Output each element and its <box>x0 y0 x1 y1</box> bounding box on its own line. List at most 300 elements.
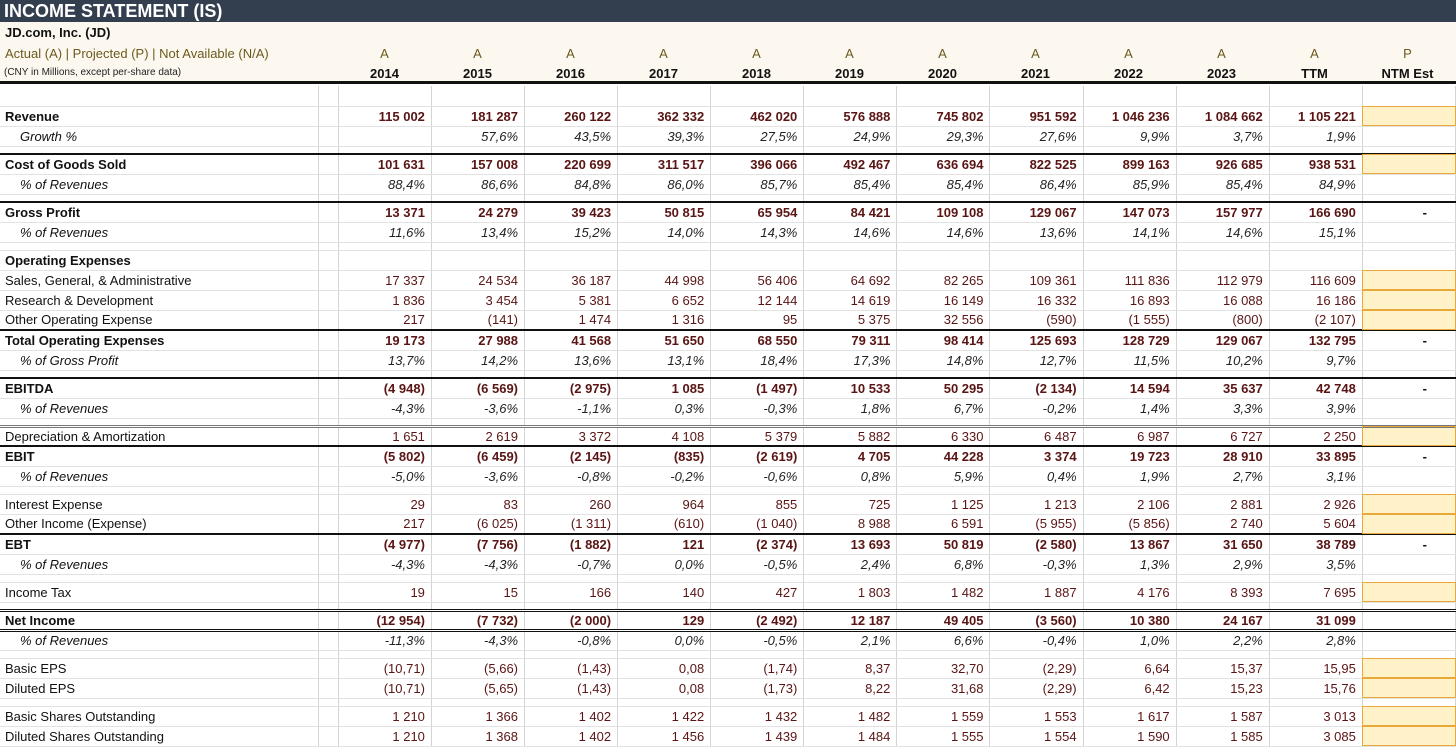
value-cell[interactable]: 6 987 <box>1083 426 1176 446</box>
value-cell[interactable]: 13 693 <box>804 534 897 554</box>
value-cell[interactable]: (835) <box>618 446 711 466</box>
row-label[interactable]: Net Income <box>0 610 318 630</box>
row-label[interactable] <box>0 486 318 494</box>
value-cell[interactable] <box>1176 250 1269 270</box>
ntm-cell[interactable]: - <box>1362 202 1455 222</box>
value-cell[interactable] <box>1176 698 1269 706</box>
value-cell[interactable]: 1 590 <box>1083 726 1176 746</box>
value-cell[interactable]: 1,3% <box>1083 554 1176 574</box>
value-cell[interactable]: (2 492) <box>711 610 804 630</box>
value-cell[interactable]: (141) <box>431 310 524 330</box>
value-cell[interactable] <box>1083 418 1176 426</box>
value-cell[interactable]: -4,3% <box>431 554 524 574</box>
value-cell[interactable] <box>431 486 524 494</box>
value-cell[interactable] <box>897 86 990 106</box>
value-cell[interactable]: 32,70 <box>897 658 990 678</box>
value-cell[interactable]: 10 533 <box>804 378 897 398</box>
row-label[interactable]: % of Revenues <box>0 630 318 650</box>
value-cell[interactable] <box>990 86 1083 106</box>
value-cell[interactable]: 8 988 <box>804 514 897 534</box>
value-cell[interactable] <box>338 126 431 146</box>
value-cell[interactable]: 111 836 <box>1083 270 1176 290</box>
value-cell[interactable]: 86,4% <box>990 174 1083 194</box>
value-cell[interactable] <box>1083 698 1176 706</box>
row-label[interactable]: Diluted Shares Outstanding <box>0 726 318 746</box>
row-label[interactable]: % of Revenues <box>0 222 318 242</box>
value-cell[interactable] <box>525 86 618 106</box>
value-cell[interactable] <box>804 698 897 706</box>
value-cell[interactable]: (2,29) <box>990 678 1083 698</box>
value-cell[interactable] <box>431 602 524 610</box>
value-cell[interactable]: 0,08 <box>618 678 711 698</box>
value-cell[interactable] <box>804 602 897 610</box>
value-cell[interactable]: 6,64 <box>1083 658 1176 678</box>
value-cell[interactable]: 938 531 <box>1269 154 1362 174</box>
row-label[interactable] <box>0 194 318 202</box>
value-cell[interactable]: 1 484 <box>804 726 897 746</box>
value-cell[interactable]: -0,5% <box>711 630 804 650</box>
value-cell[interactable]: 12 144 <box>711 290 804 310</box>
ntm-cell[interactable] <box>1362 250 1455 270</box>
row-label[interactable] <box>0 86 318 106</box>
value-cell[interactable]: 125 693 <box>990 330 1083 350</box>
value-cell[interactable]: (10,71) <box>338 658 431 678</box>
row-label[interactable]: Growth % <box>0 126 318 146</box>
value-cell[interactable]: 28 910 <box>1176 446 1269 466</box>
value-cell[interactable]: 3,3% <box>1176 398 1269 418</box>
value-cell[interactable] <box>618 370 711 378</box>
value-cell[interactable]: 95 <box>711 310 804 330</box>
value-cell[interactable]: 39,3% <box>618 126 711 146</box>
value-cell[interactable] <box>804 486 897 494</box>
value-cell[interactable]: 57,6% <box>431 126 524 146</box>
value-cell[interactable] <box>618 698 711 706</box>
value-cell[interactable]: 12,7% <box>990 350 1083 370</box>
value-cell[interactable]: 11,5% <box>1083 350 1176 370</box>
ntm-input-cell[interactable] <box>1362 514 1455 534</box>
value-cell[interactable]: 33 895 <box>1269 446 1362 466</box>
value-cell[interactable]: 24 534 <box>431 270 524 290</box>
ntm-cell[interactable] <box>1362 602 1455 610</box>
value-cell[interactable]: 101 631 <box>338 154 431 174</box>
ntm-cell[interactable] <box>1362 146 1455 154</box>
value-cell[interactable]: 84 421 <box>804 202 897 222</box>
value-cell[interactable]: -4,3% <box>338 554 431 574</box>
value-cell[interactable]: 29,3% <box>897 126 990 146</box>
value-cell[interactable]: (2 580) <box>990 534 1083 554</box>
value-cell[interactable]: 2 740 <box>1176 514 1269 534</box>
ntm-cell[interactable] <box>1362 222 1455 242</box>
value-cell[interactable]: 6 727 <box>1176 426 1269 446</box>
value-cell[interactable]: 10,2% <box>1176 350 1269 370</box>
value-cell[interactable]: 5,9% <box>897 466 990 486</box>
value-cell[interactable]: (2 975) <box>525 378 618 398</box>
value-cell[interactable] <box>1269 86 1362 106</box>
value-cell[interactable]: 15,76 <box>1269 678 1362 698</box>
value-cell[interactable]: (1 311) <box>525 514 618 534</box>
value-cell[interactable]: 2,7% <box>1176 466 1269 486</box>
value-cell[interactable]: 82 265 <box>897 270 990 290</box>
value-cell[interactable]: -0,8% <box>525 630 618 650</box>
value-cell[interactable]: (610) <box>618 514 711 534</box>
value-cell[interactable] <box>711 146 804 154</box>
value-cell[interactable]: 14,8% <box>897 350 990 370</box>
value-cell[interactable]: 32 556 <box>897 310 990 330</box>
value-cell[interactable] <box>804 574 897 582</box>
value-cell[interactable] <box>431 250 524 270</box>
value-cell[interactable]: -0,6% <box>711 466 804 486</box>
value-cell[interactable] <box>897 370 990 378</box>
value-cell[interactable] <box>1269 574 1362 582</box>
value-cell[interactable] <box>525 486 618 494</box>
value-cell[interactable]: 1 366 <box>431 706 524 726</box>
value-cell[interactable]: 427 <box>711 582 804 602</box>
value-cell[interactable]: 2 619 <box>431 426 524 446</box>
value-cell[interactable] <box>990 602 1083 610</box>
value-cell[interactable]: (10,71) <box>338 678 431 698</box>
value-cell[interactable] <box>1176 602 1269 610</box>
value-cell[interactable]: 166 <box>525 582 618 602</box>
value-cell[interactable]: 4 176 <box>1083 582 1176 602</box>
value-cell[interactable]: 13,6% <box>525 350 618 370</box>
value-cell[interactable]: 3 085 <box>1269 726 1362 746</box>
value-cell[interactable] <box>1176 418 1269 426</box>
value-cell[interactable] <box>990 242 1083 250</box>
row-label[interactable] <box>0 574 318 582</box>
value-cell[interactable]: 2,2% <box>1176 630 1269 650</box>
row-label[interactable]: Research & Development <box>0 290 318 310</box>
value-cell[interactable] <box>525 250 618 270</box>
value-cell[interactable]: 39 423 <box>525 202 618 222</box>
value-cell[interactable]: 13,7% <box>338 350 431 370</box>
value-cell[interactable]: 14,6% <box>1176 222 1269 242</box>
value-cell[interactable]: 6 591 <box>897 514 990 534</box>
value-cell[interactable] <box>525 242 618 250</box>
value-cell[interactable]: 109 361 <box>990 270 1083 290</box>
value-cell[interactable]: 85,9% <box>1083 174 1176 194</box>
value-cell[interactable]: 462 020 <box>711 106 804 126</box>
value-cell[interactable]: 85,7% <box>711 174 804 194</box>
ntm-input-cell[interactable] <box>1362 494 1455 514</box>
value-cell[interactable]: 147 073 <box>1083 202 1176 222</box>
value-cell[interactable]: (4 948) <box>338 378 431 398</box>
value-cell[interactable]: 6,6% <box>897 630 990 650</box>
value-cell[interactable] <box>897 418 990 426</box>
value-cell[interactable]: 1 836 <box>338 290 431 310</box>
value-cell[interactable]: 8,22 <box>804 678 897 698</box>
value-cell[interactable]: -0,7% <box>525 554 618 574</box>
value-cell[interactable] <box>1269 418 1362 426</box>
value-cell[interactable]: 1,9% <box>1083 466 1176 486</box>
value-cell[interactable]: 51 650 <box>618 330 711 350</box>
ntm-input-cell[interactable] <box>1362 310 1455 330</box>
value-cell[interactable] <box>897 242 990 250</box>
value-cell[interactable]: -0,2% <box>990 398 1083 418</box>
value-cell[interactable]: (5 955) <box>990 514 1083 534</box>
value-cell[interactable]: 9,9% <box>1083 126 1176 146</box>
value-cell[interactable]: 14,1% <box>1083 222 1176 242</box>
ntm-input-cell[interactable] <box>1362 582 1455 602</box>
ntm-cell[interactable] <box>1362 698 1455 706</box>
value-cell[interactable]: 3,9% <box>1269 398 1362 418</box>
value-cell[interactable]: 217 <box>338 310 431 330</box>
value-cell[interactable] <box>990 370 1083 378</box>
ntm-cell[interactable]: - <box>1362 446 1455 466</box>
value-cell[interactable] <box>431 86 524 106</box>
value-cell[interactable] <box>338 194 431 202</box>
value-cell[interactable]: (590) <box>990 310 1083 330</box>
value-cell[interactable]: -11,3% <box>338 630 431 650</box>
value-cell[interactable] <box>431 242 524 250</box>
value-cell[interactable] <box>804 194 897 202</box>
value-cell[interactable]: -3,6% <box>431 398 524 418</box>
value-cell[interactable]: 1 213 <box>990 494 1083 514</box>
value-cell[interactable] <box>711 574 804 582</box>
value-cell[interactable]: 68 550 <box>711 330 804 350</box>
value-cell[interactable]: 79 311 <box>804 330 897 350</box>
value-cell[interactable]: 64 692 <box>804 270 897 290</box>
value-cell[interactable]: 2,9% <box>1176 554 1269 574</box>
value-cell[interactable]: 260 <box>525 494 618 514</box>
value-cell[interactable]: 85,4% <box>1176 174 1269 194</box>
value-cell[interactable]: (2,29) <box>990 658 1083 678</box>
value-cell[interactable]: 2,4% <box>804 554 897 574</box>
value-cell[interactable] <box>990 574 1083 582</box>
value-cell[interactable]: 1,9% <box>1269 126 1362 146</box>
value-cell[interactable]: 85,4% <box>897 174 990 194</box>
ntm-input-cell[interactable] <box>1362 658 1455 678</box>
value-cell[interactable]: (2 374) <box>711 534 804 554</box>
ntm-cell[interactable] <box>1362 126 1455 146</box>
value-cell[interactable] <box>804 250 897 270</box>
value-cell[interactable]: 112 979 <box>1176 270 1269 290</box>
value-cell[interactable]: (1 497) <box>711 378 804 398</box>
value-cell[interactable]: 3 374 <box>990 446 1083 466</box>
ntm-input-cell[interactable] <box>1362 678 1455 698</box>
value-cell[interactable]: 1 210 <box>338 726 431 746</box>
ntm-input-cell[interactable] <box>1362 106 1455 126</box>
value-cell[interactable]: 636 694 <box>897 154 990 174</box>
value-cell[interactable]: 129 <box>618 610 711 630</box>
value-cell[interactable] <box>990 650 1083 658</box>
value-cell[interactable]: 43,5% <box>525 126 618 146</box>
value-cell[interactable]: 14 619 <box>804 290 897 310</box>
value-cell[interactable] <box>1083 650 1176 658</box>
value-cell[interactable]: 3 013 <box>1269 706 1362 726</box>
value-cell[interactable] <box>618 602 711 610</box>
value-cell[interactable] <box>1176 86 1269 106</box>
value-cell[interactable]: 1 554 <box>990 726 1083 746</box>
value-cell[interactable]: -1,1% <box>525 398 618 418</box>
value-cell[interactable]: 1 046 236 <box>1083 106 1176 126</box>
value-cell[interactable] <box>431 418 524 426</box>
value-cell[interactable]: 17,3% <box>804 350 897 370</box>
value-cell[interactable]: 17 337 <box>338 270 431 290</box>
value-cell[interactable] <box>1176 146 1269 154</box>
value-cell[interactable]: 1 617 <box>1083 706 1176 726</box>
value-cell[interactable] <box>431 574 524 582</box>
value-cell[interactable]: 44 228 <box>897 446 990 466</box>
value-cell[interactable]: 0,08 <box>618 658 711 678</box>
ntm-cell[interactable]: - <box>1362 330 1455 350</box>
value-cell[interactable]: 86,0% <box>618 174 711 194</box>
value-cell[interactable]: 13,4% <box>431 222 524 242</box>
value-cell[interactable]: 1 555 <box>897 726 990 746</box>
ntm-cell[interactable] <box>1362 486 1455 494</box>
value-cell[interactable]: 56 406 <box>711 270 804 290</box>
ntm-cell[interactable] <box>1362 630 1455 650</box>
value-cell[interactable]: 14,6% <box>897 222 990 242</box>
value-cell[interactable] <box>804 418 897 426</box>
value-cell[interactable] <box>804 86 897 106</box>
ntm-cell[interactable] <box>1362 194 1455 202</box>
value-cell[interactable]: 6,8% <box>897 554 990 574</box>
value-cell[interactable] <box>1269 370 1362 378</box>
row-label[interactable] <box>0 602 318 610</box>
value-cell[interactable] <box>804 370 897 378</box>
value-cell[interactable] <box>990 698 1083 706</box>
value-cell[interactable] <box>338 250 431 270</box>
value-cell[interactable]: 926 685 <box>1176 154 1269 174</box>
row-label[interactable]: % of Revenues <box>0 174 318 194</box>
ntm-cell[interactable] <box>1362 574 1455 582</box>
row-label[interactable]: Diluted EPS <box>0 678 318 698</box>
row-label[interactable] <box>0 146 318 154</box>
value-cell[interactable] <box>525 370 618 378</box>
ntm-input-cell[interactable] <box>1362 426 1455 446</box>
value-cell[interactable]: 19 <box>338 582 431 602</box>
value-cell[interactable]: 36 187 <box>525 270 618 290</box>
row-label[interactable] <box>0 370 318 378</box>
value-cell[interactable] <box>338 418 431 426</box>
value-cell[interactable]: 3,7% <box>1176 126 1269 146</box>
value-cell[interactable]: (2 619) <box>711 446 804 466</box>
value-cell[interactable] <box>1083 242 1176 250</box>
value-cell[interactable] <box>897 574 990 582</box>
value-cell[interactable]: 396 066 <box>711 154 804 174</box>
row-label[interactable]: Depreciation & Amortization <box>0 426 318 446</box>
value-cell[interactable]: 0,0% <box>618 554 711 574</box>
value-cell[interactable]: (1,43) <box>525 678 618 698</box>
value-cell[interactable] <box>1083 486 1176 494</box>
row-label[interactable]: % of Revenues <box>0 466 318 486</box>
value-cell[interactable] <box>618 486 711 494</box>
value-cell[interactable]: 3,1% <box>1269 466 1362 486</box>
value-cell[interactable] <box>338 650 431 658</box>
ntm-cell[interactable]: - <box>1362 534 1455 554</box>
value-cell[interactable]: (800) <box>1176 310 1269 330</box>
value-cell[interactable]: 6,42 <box>1083 678 1176 698</box>
value-cell[interactable] <box>711 250 804 270</box>
value-cell[interactable]: 35 637 <box>1176 378 1269 398</box>
value-cell[interactable] <box>618 650 711 658</box>
value-cell[interactable] <box>525 418 618 426</box>
value-cell[interactable]: 44 998 <box>618 270 711 290</box>
row-label[interactable]: Gross Profit <box>0 202 318 222</box>
value-cell[interactable]: 50 819 <box>897 534 990 554</box>
value-cell[interactable]: (6 025) <box>431 514 524 534</box>
value-cell[interactable]: 15,37 <box>1176 658 1269 678</box>
value-cell[interactable] <box>618 242 711 250</box>
value-cell[interactable]: -5,0% <box>338 466 431 486</box>
value-cell[interactable]: 31,68 <box>897 678 990 698</box>
value-cell[interactable]: 1 125 <box>897 494 990 514</box>
ntm-input-cell[interactable] <box>1362 726 1455 746</box>
value-cell[interactable] <box>1083 250 1176 270</box>
ntm-cell[interactable] <box>1362 370 1455 378</box>
value-cell[interactable]: 0,3% <box>618 398 711 418</box>
value-cell[interactable]: 2 250 <box>1269 426 1362 446</box>
value-cell[interactable]: (1 040) <box>711 514 804 534</box>
value-cell[interactable]: (7 756) <box>431 534 524 554</box>
value-cell[interactable] <box>897 486 990 494</box>
value-cell[interactable]: 14,6% <box>804 222 897 242</box>
value-cell[interactable] <box>431 698 524 706</box>
value-cell[interactable]: 362 332 <box>618 106 711 126</box>
value-cell[interactable]: 576 888 <box>804 106 897 126</box>
value-cell[interactable] <box>897 250 990 270</box>
value-cell[interactable] <box>1176 194 1269 202</box>
value-cell[interactable]: 18,4% <box>711 350 804 370</box>
value-cell[interactable]: (12 954) <box>338 610 431 630</box>
value-cell[interactable] <box>431 650 524 658</box>
value-cell[interactable] <box>431 146 524 154</box>
row-label[interactable]: Other Income (Expense) <box>0 514 318 534</box>
value-cell[interactable]: 15,23 <box>1176 678 1269 698</box>
value-cell[interactable]: 31 650 <box>1176 534 1269 554</box>
row-label[interactable]: Basic EPS <box>0 658 318 678</box>
value-cell[interactable]: 24 279 <box>431 202 524 222</box>
value-cell[interactable] <box>1269 650 1362 658</box>
value-cell[interactable] <box>990 146 1083 154</box>
row-label[interactable]: Operating Expenses <box>0 250 318 270</box>
value-cell[interactable]: 41 568 <box>525 330 618 350</box>
value-cell[interactable]: 1,0% <box>1083 630 1176 650</box>
row-label[interactable] <box>0 650 318 658</box>
value-cell[interactable]: 6,7% <box>897 398 990 418</box>
value-cell[interactable]: 1 316 <box>618 310 711 330</box>
value-cell[interactable]: (2 134) <box>990 378 1083 398</box>
value-cell[interactable]: 5 882 <box>804 426 897 446</box>
value-cell[interactable]: 16 186 <box>1269 290 1362 310</box>
value-cell[interactable]: 166 690 <box>1269 202 1362 222</box>
value-cell[interactable]: 1 482 <box>897 582 990 602</box>
value-cell[interactable]: (2 145) <box>525 446 618 466</box>
value-cell[interactable]: 260 122 <box>525 106 618 126</box>
value-cell[interactable] <box>1269 486 1362 494</box>
value-cell[interactable] <box>711 486 804 494</box>
value-cell[interactable] <box>711 86 804 106</box>
value-cell[interactable]: 109 108 <box>897 202 990 222</box>
value-cell[interactable]: (1,43) <box>525 658 618 678</box>
value-cell[interactable]: 5 379 <box>711 426 804 446</box>
value-cell[interactable]: (4 977) <box>338 534 431 554</box>
value-cell[interactable] <box>1083 370 1176 378</box>
value-cell[interactable]: 0,0% <box>618 630 711 650</box>
value-cell[interactable]: 14 594 <box>1083 378 1176 398</box>
value-cell[interactable]: 2 106 <box>1083 494 1176 514</box>
value-cell[interactable]: (5,65) <box>431 678 524 698</box>
value-cell[interactable] <box>618 86 711 106</box>
value-cell[interactable]: 4 705 <box>804 446 897 466</box>
value-cell[interactable]: 3,5% <box>1269 554 1362 574</box>
ntm-cell[interactable] <box>1362 174 1455 194</box>
value-cell[interactable]: 157 977 <box>1176 202 1269 222</box>
value-cell[interactable]: 1 432 <box>711 706 804 726</box>
value-cell[interactable]: 964 <box>618 494 711 514</box>
value-cell[interactable]: 27,5% <box>711 126 804 146</box>
value-cell[interactable] <box>1083 574 1176 582</box>
